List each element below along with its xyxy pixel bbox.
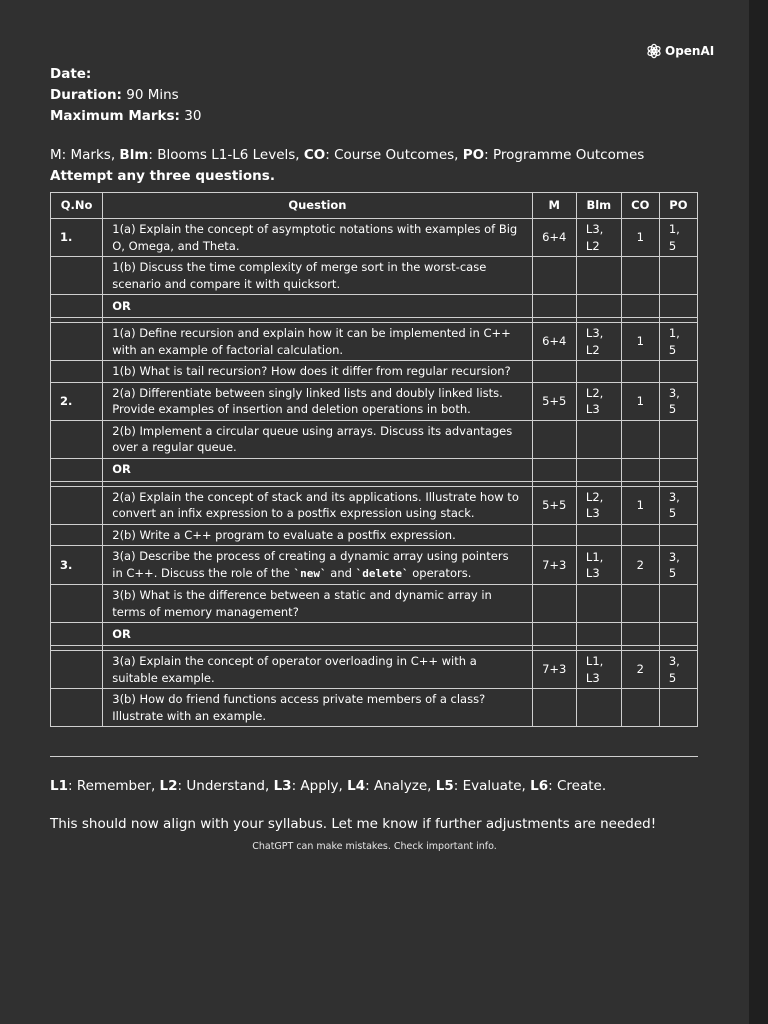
table-row (51, 382, 698, 420)
duration-label: Duration: (50, 87, 122, 103)
co-cell (621, 524, 659, 546)
marks-value: 30 (179, 108, 202, 124)
right-edge-strip (749, 0, 768, 1024)
table-row (51, 257, 698, 295)
question-cell: 2(a) Differentiate between singly linked lists and doubly linked lists. Provide examples of insertion and deletion operations in both. (103, 382, 532, 420)
marks-cell (532, 585, 576, 623)
legend-m-key: M (50, 147, 62, 163)
marks-cell: 6+4 (532, 323, 576, 361)
question-cell: 2(b) Write a C++ program to evaluate a postfix expression. (103, 524, 532, 546)
legend-po-key: PO (462, 147, 485, 163)
question-cell: 3(b) What is the difference between a static and dynamic array in terms of memory management? (103, 585, 532, 623)
table-row (51, 361, 698, 383)
marks-cell (532, 257, 576, 295)
table-bottom-rule (50, 756, 698, 757)
co-cell: 1 (621, 219, 659, 257)
blm-cell: L1, L3 (576, 546, 621, 585)
qno-cell: 2. (51, 382, 103, 420)
or-blank-cell (51, 458, 103, 481)
blm-cell: L2, L3 (576, 382, 621, 420)
question-text-mid: and (326, 565, 356, 580)
qno-cell (51, 585, 103, 623)
or-row (51, 458, 698, 481)
table-row (51, 420, 698, 458)
or-blank-cell (576, 623, 621, 646)
blm-cell (576, 361, 621, 383)
legend-m-text: : Marks, (61, 147, 120, 163)
question-cell: 1(b) What is tail recursion? How does it differ from regular recursion? (103, 361, 532, 383)
po-cell (659, 361, 697, 383)
instruction: Attempt any three questions. (50, 168, 275, 184)
code-new: `new` (293, 566, 327, 580)
legend-co-key: CO (303, 147, 326, 163)
date-line (50, 64, 201, 85)
legend-l3-key: L3 (273, 778, 292, 794)
exam-meta (50, 64, 201, 127)
po-cell: 1, 5 (659, 219, 697, 257)
legend-blm-key: Blm (119, 147, 149, 163)
or-blank-cell (532, 295, 576, 318)
or-blank-cell (621, 458, 659, 481)
blm-cell (576, 257, 621, 295)
marks-cell: 7+3 (532, 651, 576, 689)
or-blank-cell (621, 623, 659, 646)
table-row (51, 689, 698, 727)
header-question: Question (103, 193, 532, 219)
po-cell: 3, 5 (659, 486, 697, 524)
question-cell: 3(a) Explain the concept of operator overloading in C++ with a suitable example. (103, 651, 532, 689)
column-legend (50, 145, 644, 187)
header-po: PO (659, 193, 697, 219)
legend-l1-text: : Remember, (68, 778, 160, 794)
instruction-line (50, 166, 644, 187)
marks-cell: 5+5 (532, 486, 576, 524)
blm-cell: L3, L2 (576, 323, 621, 361)
po-cell: 3, 5 (659, 546, 697, 585)
blm-cell (576, 524, 621, 546)
co-cell (621, 689, 659, 727)
or-blank-cell (659, 623, 697, 646)
question-cell: 2(b) Implement a circular queue using arrays. Discuss its advantages over a regular queue. (103, 420, 532, 458)
or-blank-cell (51, 295, 103, 318)
or-blank-cell (51, 623, 103, 646)
legend-l2-text: : Understand, (177, 778, 274, 794)
qno-cell (51, 689, 103, 727)
closing-message: This should now align with your syllabus. Let me know if further adjustments are needed! (50, 816, 657, 832)
duration-value: 90 Mins (121, 87, 179, 103)
or-row (51, 623, 698, 646)
legend-line (50, 145, 644, 166)
po-cell (659, 524, 697, 546)
legend-po-text: : Programme Outcomes (484, 147, 645, 163)
legend-l4-key: L4 (347, 778, 366, 794)
po-cell: 1, 5 (659, 323, 697, 361)
marks-cell: 5+5 (532, 382, 576, 420)
qno-cell (51, 651, 103, 689)
table-row (51, 219, 698, 257)
co-cell: 1 (621, 323, 659, 361)
or-blank-cell (659, 458, 697, 481)
qno-cell (51, 486, 103, 524)
co-cell: 2 (621, 651, 659, 689)
question-cell: 1(b) Discuss the time complexity of merge sort in the worst-case scenario and compare it with quicksort. (103, 257, 532, 295)
co-cell: 1 (621, 382, 659, 420)
table-row (51, 524, 698, 546)
or-label: OR (103, 295, 532, 318)
qno-cell (51, 524, 103, 546)
brand-name: OpenAI (665, 44, 715, 58)
marks-cell (532, 420, 576, 458)
table-header-row (51, 193, 698, 219)
legend-l6-key: L6 (530, 778, 549, 794)
or-blank-cell (659, 295, 697, 318)
table-row (51, 651, 698, 689)
question-cell: 1(a) Define recursion and explain how it can be implemented in C++ with an example of factorial calculation. (103, 323, 532, 361)
legend-l4-text: : Analyze, (365, 778, 436, 794)
marks-cell: 7+3 (532, 546, 576, 585)
marks-cell (532, 524, 576, 546)
legend-l6-text: : Create. (548, 778, 607, 794)
marks-cell (532, 361, 576, 383)
co-cell: 1 (621, 486, 659, 524)
duration-line (50, 85, 201, 106)
qno-cell (51, 323, 103, 361)
or-blank-cell (576, 458, 621, 481)
or-label: OR (103, 458, 532, 481)
blm-cell: L3, L2 (576, 219, 621, 257)
bloom-levels-legend (50, 776, 606, 796)
header-m: M (532, 193, 576, 219)
or-blank-cell (576, 295, 621, 318)
openai-logo (646, 43, 714, 59)
question-table (50, 192, 698, 727)
question-cell: 3(b) How do friend functions access private members of a class? Illustrate with an example. (103, 689, 532, 727)
legend-l1-key: L1 (50, 778, 68, 794)
table-row (51, 323, 698, 361)
po-cell (659, 585, 697, 623)
marks-label: Maximum Marks: (50, 108, 180, 124)
question-text-pre: 3(a) Describe the process of creating a dynamic array using pointers in C++. Discuss the role of the (112, 549, 509, 580)
header-qno: Q.No (51, 193, 103, 219)
qno-cell: 1. (51, 219, 103, 257)
marks-cell (532, 689, 576, 727)
po-cell (659, 257, 697, 295)
co-cell: 2 (621, 546, 659, 585)
co-cell (621, 257, 659, 295)
or-blank-cell (621, 295, 659, 318)
table-row (51, 585, 698, 623)
header-co: CO (621, 193, 659, 219)
openai-logo-icon (646, 43, 662, 59)
table-row (51, 546, 698, 585)
blm-cell (576, 420, 621, 458)
blm-cell: L2, L3 (576, 486, 621, 524)
legend-l2-key: L2 (159, 778, 178, 794)
or-blank-cell (532, 458, 576, 481)
date-label: Date: (50, 66, 92, 82)
legend-l3-text: : Apply, (291, 778, 348, 794)
qno-cell (51, 420, 103, 458)
po-cell (659, 689, 697, 727)
question-cell: 1(a) Explain the concept of asymptotic notations with examples of Big O, Omega, and Theta. (103, 219, 532, 257)
co-cell (621, 361, 659, 383)
marks-cell: 6+4 (532, 219, 576, 257)
question-cell: 2(a) Explain the concept of stack and its applications. Illustrate how to convert an infix expression to a postfix expression using stack. (103, 486, 532, 524)
blm-cell: L1, L3 (576, 651, 621, 689)
co-cell (621, 585, 659, 623)
po-cell: 3, 5 (659, 382, 697, 420)
legend-l5-text: : Evaluate, (453, 778, 531, 794)
or-label: OR (103, 623, 532, 646)
qno-cell: 3. (51, 546, 103, 585)
blm-cell (576, 585, 621, 623)
header-blm: Blm (576, 193, 621, 219)
table-row (51, 486, 698, 524)
co-cell (621, 420, 659, 458)
code-delete: `delete` (355, 566, 409, 580)
marks-line (50, 106, 201, 127)
legend-blm-text: : Blooms L1-L6 Levels, (148, 147, 304, 163)
question-cell (103, 546, 532, 585)
disclaimer-text: ChatGPT can make mistakes. Check important info. (252, 841, 497, 852)
po-cell: 3, 5 (659, 651, 697, 689)
po-cell (659, 420, 697, 458)
qno-cell (51, 361, 103, 383)
blm-cell (576, 689, 621, 727)
or-row (51, 295, 698, 318)
qno-cell (51, 257, 103, 295)
legend-co-text: : Course Outcomes, (325, 147, 463, 163)
or-blank-cell (532, 623, 576, 646)
legend-l5-key: L5 (435, 778, 454, 794)
question-text-post: operators. (408, 565, 472, 580)
